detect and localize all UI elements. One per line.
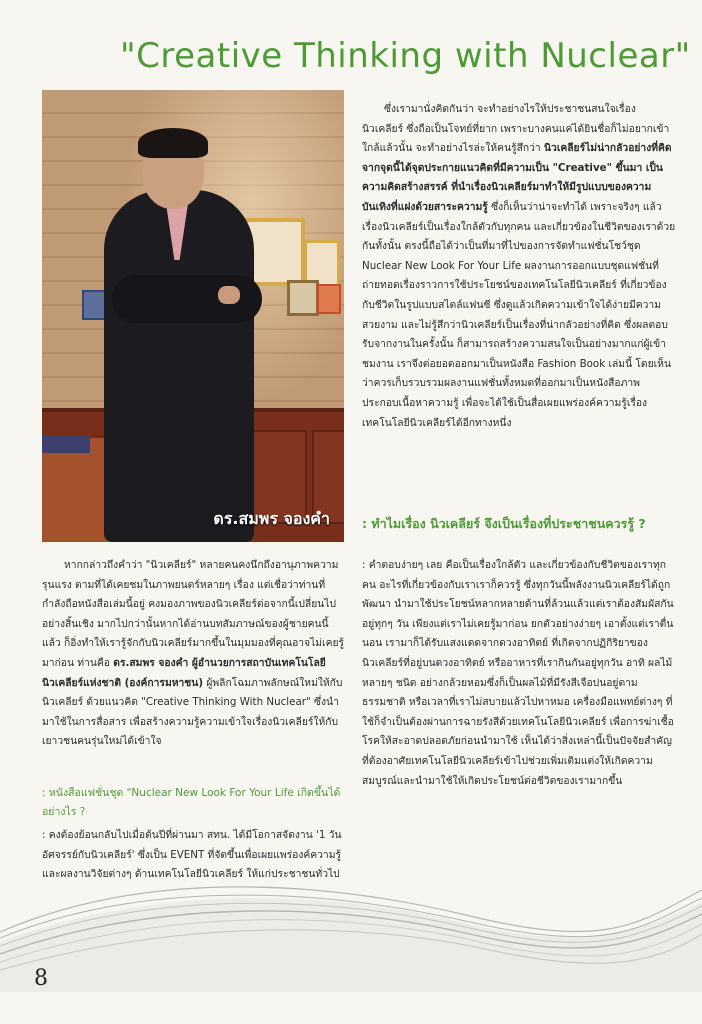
intro-text-b: ซึ่งก็เห็นว่าน่าจะทำได้ เพราะจริงๆ แล้วเรื่องนิวเคลียร์เป็นเรื่องใกล้ตัวกับทุกคน และเกี่ยวข้องในชีวิตของเราด้วยกันทั้งนั้น ตรงนี้ถือได้ว่าเป็นที่มาที่ไปของการจัดทำแฟชั่นโชว์ชุด Nuclear New Look For Your Life ผลงานการออกแบบชุดแฟชั่นที่ถ่ายทอดเรื่องราวการใช้ประโยชน์ของเทคโนโลยีนิวเคลียร์ ที่เกี่ยวข้องกับชีวิตในรูปแบบสไตล์แฟนซี ซึ่งดูแล้วเกิดความเข้าใจได้ง่ายมีความสวยงาม และไม่รู้สึกว่านิวเคลียร์เป็นเรื่องที่น่ากลัวอย่างที่คิด ซึ่งผลตอบรับจากงานในครั้งนั้น ก็สามารถสร้างความสนใจเป็นอย่างมากแก่ผู้เข้าชมงาน เราจึงต่อยอดออกมาเป็นหนังสือ Fashion Book เล่มนี้ โดยเห็นว่าควรเก็บรวบรวมผลงานแฟชั่นทั้งหมดที่ออกมาเป็นหนังสือภาพประกอบเนื้อหาความรู้ เพื่อจะได้ใช้เป็นสื่อเผยแพร่องค์ความรู้เรื่องเทคโนโลยีนิวเคลียร์ได้อีกทางหนึ่ง	[362, 200, 676, 429]
left-question-heading: : หนังสือแฟชั่นชุด "Nuclear New Look For Your Life เกิดขึ้นได้อย่างไร ?	[42, 787, 341, 818]
intro-bold-text: นิวเคลียร์ไม่น่ากลัวอย่างที่คิด จากจุดนี้ได้จุดประกายแนวคิดที่มีความเป็น "Creative" ขึ้นมา เป็นความคิดสร้างสรรค์ ที่นำเรื่องนิวเคลียร์มาทำให้มีรูปแบบของความบันเทิงที่แฝงด้วยสาระความรู้	[362, 142, 672, 213]
intro-text-a: ซึ่งเรามานั่งคิดกันว่า จะทำอย่างไรให้ประชาชนสนใจเรื่องนิวเคลียร์ ซึ่งถือเป็นโจทย์ที่ยาก เพราะบางคนแค่ได้ยินชื่อก็ไม่อยากเข้าใกล้แล้วนั้น จะทำอย่างไรล่ะให้คนรู้สึกว่า	[362, 103, 670, 155]
left-text-b: ผู้พลิกโฉมภาพลักษณ์ใหม่ให้กับนิวเคลียร์ ด้วยแนวคิด "Creative Thinking With Nuclear" ซึ่งนำมาใช้ในการสื่อสาร เพื่อสร้างความรู้ความเข้าใจเรื่องนิวเคลียร์ให้กับเยาวชนคนรุ่นใหม่ได้เข้าใจ	[42, 676, 343, 748]
right-answer-paragraph: : คำตอบง่ายๆ เลย คือเป็นเรื่องใกล้ตัว และเกี่ยวข้องกับชีวิตของเราทุกคน อะไรที่เกี่ยวข้องกับเราเราก็ควรรู้ ซึ่งทุกวันนี้พลังงานนิวเคลียร์ได้ถูกพัฒนา นำมาใช้ประโยชน์หลากหลายด้านที่ล้วนแล้วแต่เราต้องสัมผัสกันอยู่ทุกๆ วัน เพียงแต่เราไม่เคยรู้มาก่อน ยกตัวอย่างง่ายๆ เอาตั้งแต่เราตื่นนอน เรามาก็ได้รับแสงแดดจากดวงอาทิตย์ ที่เกิดจากปฏิกิริยาของนิวเคลียร์ที่อยู่บนดวงอาทิตย์ หรืออาหารที่เรากินกันอยู่ทุกวัน อาทิ ผลไม้หลายๆ ชนิด อย่างกล้วยหอมซึ่งก็เป็นผลไม้ที่มีรังสีเจือปนอยู่ตามธรรมชาติ หรือเวลาที่เราไม่สบายแล้วไปหาหมอ เครื่องมือแพทย์ต่างๆ ที่ใช้ก็จำเป็นต้องผ่านการฉายรังสีด้วยเทคโนโลยีนิวเคลียร์ เพื่อการฆ่าเชื้อโรคให้สะอาดปลอดภัยก่อนนำมาใช้ เห็นได้ว่าสิ่งเหล่านี้เป็นปัจจัยสำคัญที่ต้องอาศัยเทคโนโลยีนิวเคลียร์เข้าไปช่วยเพิ่มเติมแต่งให้เกิดความสมบูรณ์และนำมาใช้ให้เกิดประโยชน์ต่อชีวิตของเรามากขึ้น	[362, 559, 674, 787]
left-text-a: หากกล่าวถึงคำว่า "นิวเคลียร์" หลายคนคงนึกถึงอานุภาพความรุนแรง ตามที่ได้เคยชมในภาพยนตร์หลายๆ เรื่อง แต่เชื่อว่าท่านที่กำลังถือหนังสือเล่มนี้อยู่ คงมองภาพของนิวเคลียร์ต่อจากนี้เปลี่ยนไปอย่างสิ้นเชิง มากไปกว่านั้นหากได้อ่านบทสัมภาษณ์ของผู้ชายคนนี้แล้ว ก็อิ่งทำให้เรารู้จักกับนิวเคลียร์มากขึ้นในมุมมองที่คุณอาจไม่เคยรู้มาก่อน ท่านคือ	[42, 559, 345, 669]
article-title: "Creative Thinking with Nuclear"	[120, 36, 691, 76]
left-intro-paragraph	[42, 556, 346, 752]
right-intro-paragraph	[362, 100, 676, 433]
left-answer-paragraph: : คงต้องย้อนกลับไปเมื่อต้นปีที่ผ่านมา สทน. ได้มีโอกาสจัดงาน '1 วันอัศจรรย์กับนิวเคลียร์' ซึ่งเป็น EVENT ที่จัดขึ้นเพื่อเผยแพร่องค์ความรู้และผลงานวิจัยต่างๆ ด้านเทคโนโลยีนิวเคลียร์ ให้แก่ประชาชนทั่วไป	[42, 829, 342, 881]
left-bold-text: ดร.สมพร จองคำ ผู้อำนวยการสถาบันเทคโนโลยีนิวเคลียร์แห่งชาติ (องค์การมหาชน)	[42, 656, 326, 689]
photo-caption: ดร.สมพร จองคำ	[213, 509, 330, 528]
decorative-swoosh	[0, 872, 702, 992]
right-question-heading: : ทำไมเรื่อง นิวเคลียร์ จึงเป็นเรื่องที่ประชาชนควรรู้ ?	[362, 516, 646, 531]
portrait-photo	[42, 90, 344, 542]
page-number: 8	[34, 966, 48, 991]
